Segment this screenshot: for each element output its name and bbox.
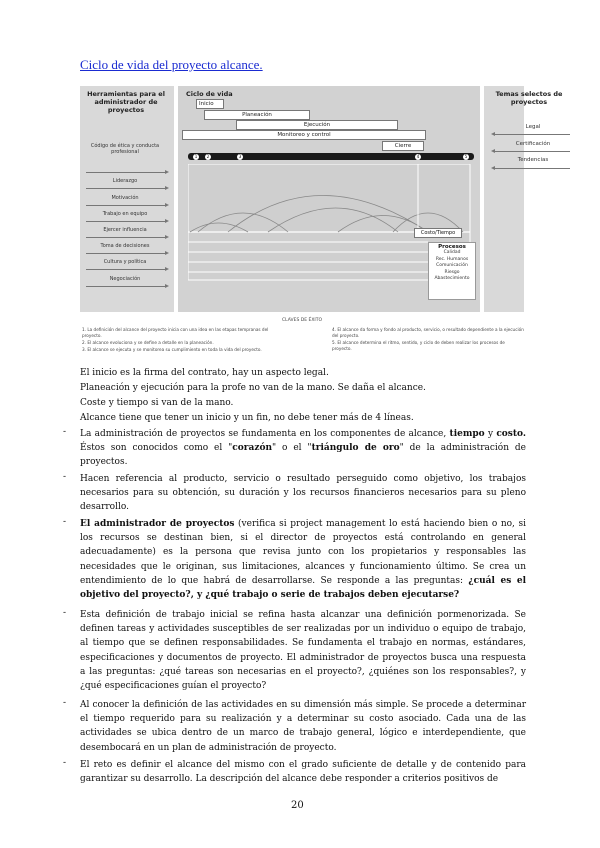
tools-panel-title: Herramientas para el administrador de proyectos [87,90,165,114]
arrow-icon [86,286,166,287]
bullet-paragraph-3: El administrador de proyectos (verifica si project management lo está haciendo bien o no, si los recursos se destinan bien, si el director de proyectos está controlando en general adecuadamente) es la persona que revisa junto con los propietarios y responsables las necesidades que le originan, sus limitaciones, alcances y funcionamiento último. Se crea un entendimiento de lo que habrá de desarrollarse. Se responde a las preguntas: ¿cuál es el objetivo del proyecto?, y ¿qué trabajo o serie de trabajos deben ejecutarse? [80,519,526,601]
key-marker-4: 4 [416,153,420,159]
claves-title: CLAVES DE ÉXITO [282,318,323,323]
key-marker-5: 5 [464,153,468,159]
bullet-paragraph-2: Hacen referencia al producto, servicio o resultado perseguido como objetivo, los trabajos necesarios para su obtención, su duración y los recursos financieros necesarios para su pleno desarrollo. [80,474,526,513]
topic-legal: Legal [525,124,541,130]
lifecycle-title: Ciclo de vida [186,90,233,98]
bullet-mark: - [63,472,67,482]
tool-leadership: Liderazgo [112,178,138,184]
procesos-title: Procesos [438,244,466,250]
phase-cierre: Cierre [382,141,424,151]
bullet-paragraph-1: La administración de proyectos se fundamenta en los componentes de alcance, tiempo y costo. Éstos son conocidos como el "corazón" o el "triángulo de oro" de la administración de proyectos. [80,429,527,468]
bullet-mark: - [63,698,67,708]
topics-panel-title: Temas selectos de proyectos [495,90,563,106]
tool-decisions: Toma de decisiones [100,243,150,249]
costo-tiempo-box: Costo/Tiempo [414,228,462,238]
arrow-icon [86,172,166,173]
proceso-calidad: Calidad [443,250,461,255]
arrow-icon [86,253,166,254]
clave-5: 5. El alcance determina el ritmo, sentido, y ciclo de deben realizar los procesos de proyecto. [332,340,505,351]
phase-ejecucion: Ejecución [236,120,398,130]
proceso-abastecimiento: Abastecimiento [434,276,470,281]
tool-motivation: Motivación [111,195,139,201]
proceso-rec-humanos: Rec. Humanos [435,256,469,262]
note-line-3: Coste y tiempo si van de la mano. [80,398,234,408]
key-marker-3: 3 [238,153,242,159]
arrow-icon [86,221,166,222]
arrow-left-icon [494,134,570,135]
clave-4: 4. El alcance da forma y fondo al producto, servicio, o resultado dependiente a la ejecución del proyecto. [332,327,524,338]
arrow-icon [86,237,166,238]
arrow-icon [86,205,166,206]
clave-3: 3. El alcance se ejecuta y se monitorea su cumplimiento en toda la vida del proyecto. [82,347,262,352]
page-number: 20 [291,800,304,811]
topic-certificacion: Certificación [515,141,551,147]
procesos-box [428,242,476,300]
note-line-4: Alcance tiene que tener un inicio y un fin, no debe tener más de 4 líneas. [80,413,414,423]
phase-monitoreo: Monitoreo y control [182,130,426,140]
bullet-mark: - [63,608,67,618]
proceso-riesgo: Riesgo [444,269,460,275]
arrow-icon [86,269,166,270]
phase-planeacion: Planeación [204,110,310,120]
bullet-mark: - [63,517,67,527]
arrow-left-icon [494,151,570,152]
bullet-paragraph-6: El reto es definir el alcance del mismo con el grado suficiente de detalle y de contenido para garantizar su desarrollo. La descripción del alcance debe responder a criterios positivos de [80,760,526,785]
timeline-track [188,153,474,160]
proceso-comunicacion: Comunicación [436,263,468,268]
section-title[interactable]: Ciclo de vida del proyecto alcance. [80,57,263,72]
tool-influence: Ejercer influencia [103,227,147,233]
arrow-icon [86,188,166,189]
arrow-left-icon [494,168,570,169]
key-marker-1: 1 [194,153,198,159]
bullet-mark: - [63,427,67,437]
key-marker-2: 2 [206,153,210,159]
tool-ethics: Código de ética y conducta profesional [90,143,160,155]
note-line-1: El inicio es la firma del contrato, hay un aspecto legal. [80,368,329,378]
bullet-paragraph-4: Esta definición de trabajo inicial se refina hasta alcanzar una definición pormenorizada. Se definen tareas y actividades susceptibles de ser realizadas por un individuo o equipo de trabajo, al tiempo que se definen responsabilidades. Se fundamenta el trabajo en normas, estándares, especificaciones y documentos de proyecto. El administrador de proyectos busca una respuesta a las preguntas: ¿qué tareas son necesarias en el proyecto?, ¿quiénes son los responsables?, y ¿qué especificaciones guían el proyecto? [80,610,526,692]
topic-tendencias: Tendencias [517,157,549,163]
bullet-mark: - [63,758,67,768]
bullet-paragraph-5: Al conocer la definición de las actividades en su dimensión más simple. Se procede a determinar el tiempo requerido para su realización y a determinar su costo asociado. Cada una de las actividades se ubica dentro de un marco de trabajo general, lógico e interdependiente, que desembocará en un plan de administración de proyecto. [80,700,526,753]
clave-2: 2. El alcance evoluciona y se define a detalle en la planeación. [82,340,214,345]
tool-negotiation: Negociación [109,276,141,282]
phase-inicio: Inicio [196,99,224,109]
clave-1: 1. La definición del alcance del proyecto inicia con una idea en las etapas tempranas del proyecto. [82,327,269,338]
tool-teamwork: Trabajo en equipo [102,211,148,217]
tool-culture: Cultura y política [103,259,147,265]
note-line-2: Planeación y ejecución para la profe no van de la mano. Se daña el alcance. [80,383,426,393]
